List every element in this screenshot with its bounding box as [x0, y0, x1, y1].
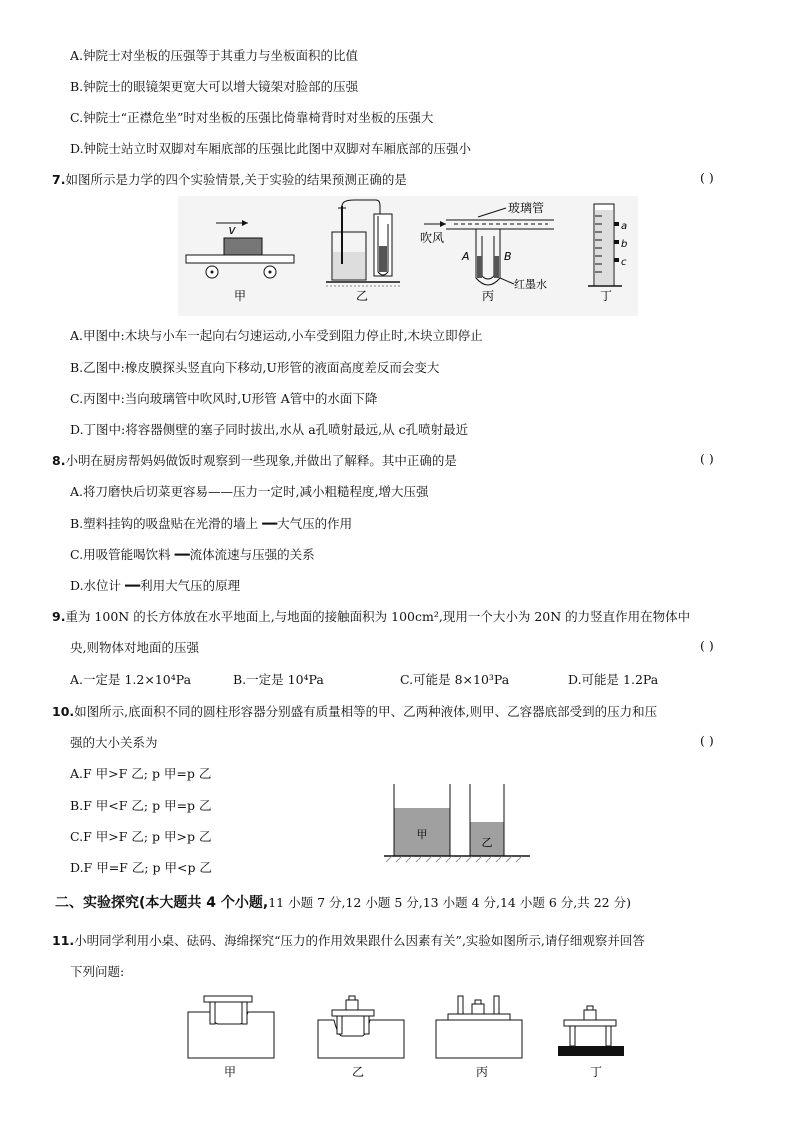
velocity-label: v — [228, 223, 236, 237]
q8-stem-text: 小明在厨房帮妈妈做饭时观察到一些现象,并做出了解释。其中正确的是 — [65, 453, 457, 468]
blow-label: 吹风 — [420, 231, 445, 245]
container-jia — [394, 784, 450, 856]
q11-stem-line1: 小明同学利用小桌、砝码、海绵探究“压力的作用效果跟什么因素有关”,实验如图所示,请仔细观察并回答 — [74, 933, 645, 948]
q7-stem-text: 如图所示是力学的四个实验情景,关于实验的结果预测正确的是 — [65, 172, 407, 187]
q10-number: 10. — [52, 704, 75, 719]
glass-tube-label: 玻璃管 — [508, 201, 545, 215]
q8-number: 8. — [52, 453, 66, 468]
q10-option-a: A.F 甲>F 乙; p 甲=p 乙 — [70, 766, 212, 781]
q10-label-jia: 甲 — [416, 828, 428, 841]
q8-option-c: C.用吸管能喝饮料 ━━流体流速与压强的关系 — [70, 547, 315, 562]
q11-stem — [52, 931, 645, 949]
q11-caption-bing: 丙 — [475, 1065, 489, 1079]
q8-option-d: D.水位计 ━━利用大气压的原理 — [70, 578, 241, 593]
q10-stem-line2: 强的大小关系为 — [70, 735, 158, 750]
q6-option-a: A.钟院士对坐板的压强等于其重力与坐板面积的比值 — [70, 48, 359, 63]
tube-a-label: A — [462, 250, 470, 263]
q11-caption-jia: 甲 — [223, 1065, 237, 1079]
q7-option-c: C.丙图中:当向玻璃管中吹风时,U形管 A管中的水面下降 — [70, 391, 378, 406]
q7-caption-bing: 丙 — [481, 289, 495, 303]
section-heading — [55, 892, 631, 912]
q7-answer-paren: ( ) — [700, 170, 714, 185]
cart-body — [186, 255, 294, 263]
q11-number: 11. — [52, 933, 75, 948]
q10-containers-figure — [382, 778, 532, 866]
hole-a-label: a — [621, 221, 628, 232]
q8-option-a: A.将刀磨快后切菜更容易——压力一定时,减小粗糙程度,增大压强 — [70, 484, 429, 499]
q9-stem — [52, 607, 690, 625]
q9-number: 9. — [52, 609, 66, 624]
container-yi — [470, 784, 504, 856]
weight-block — [472, 1004, 484, 1014]
q6-option-b: B.钟院士的眼镜架更宽大可以增大镜架对脸部的压强 — [70, 79, 359, 94]
q11-stem-line2: 下列问题: — [70, 964, 125, 979]
q6-option-d: D.钟院士站立时双脚对车厢底部的压强比此图中双脚对车厢底部的压强小 — [70, 141, 472, 156]
hole-c-label: c — [621, 257, 627, 268]
section-title: 二、实验探究(本大题共 4 个小题, — [55, 895, 269, 911]
section-detail: 11 小题 7 分,12 小题 5 分,13 小题 4 分,14 小题 6 分,共 22 分) — [268, 895, 631, 910]
ground-hatching — [386, 856, 522, 862]
q11-caption-yi: 乙 — [351, 1065, 365, 1079]
wood-board — [558, 1046, 624, 1056]
q7-caption-ding: 丁 — [599, 289, 613, 303]
q9-stem-line1: 重为 100N 的长方体放在水平地面上,与地面的接触面积为 100cm²,现用一个大小为 20N 的力竖直作用在物体中 — [65, 609, 691, 624]
wood-board-table-ding — [558, 1006, 624, 1079]
sponge-table-yi — [318, 996, 404, 1079]
q9-option-d: D.可能是 1.2Pa — [568, 672, 659, 687]
q7-option-d: D.丁图中:将容器侧壁的塞子同时拔出,水从 a孔喷射最远,从 c孔喷射最近 — [70, 422, 469, 437]
sponge-table-bing — [436, 996, 522, 1079]
q8-option-b: B.塑料挂钩的吸盘贴在光滑的墙上 ━━大气压的作用 — [70, 516, 353, 531]
q10-answer-paren: ( ) — [700, 733, 714, 748]
q7-stem — [52, 170, 407, 188]
tube-b-label: B — [504, 250, 512, 263]
q8-stem — [52, 451, 457, 469]
q10-option-d: D.F 甲=F 乙; p 甲<p 乙 — [70, 860, 212, 875]
q10-label-yi: 乙 — [481, 836, 493, 849]
q9-stem-line2: 央,则物体对地面的压强 — [70, 640, 199, 655]
hole-b-label: b — [621, 239, 628, 250]
q7-figure — [178, 196, 638, 316]
q11-caption-ding: 丁 — [589, 1065, 603, 1079]
q9-answer-paren: ( ) — [700, 638, 714, 653]
q7-option-a: A.甲图中:木块与小车一起向右匀速运动,小车受到阻力停止时,木块立即停止 — [70, 328, 483, 343]
q7-option-b: B.乙图中:橡皮膜探头竖直向下移动,U形管的液面高度差反而会变大 — [70, 360, 440, 375]
weight-block — [584, 1010, 596, 1020]
weight-block — [346, 1000, 358, 1010]
sponge-table-jia — [188, 996, 274, 1079]
q10-option-c: C.F 甲>F 乙; p 甲>p 乙 — [70, 829, 212, 844]
q6-option-c: C.钟院士“正襟危坐”时对坐板的压强比倚靠椅背时对坐板的压强大 — [70, 110, 434, 125]
red-ink-label: 红墨水 — [514, 278, 547, 291]
q10-stem — [52, 702, 657, 720]
q9-option-c: C.可能是 8×10³Pa — [400, 672, 510, 687]
q7-caption-jia: 甲 — [233, 289, 247, 303]
wood-block — [224, 238, 262, 255]
q9-option-a: A.一定是 1.2×10⁴Pa — [70, 672, 192, 687]
q10-option-b: B.F 甲<F 乙; p 甲=p 乙 — [70, 798, 212, 813]
q9-option-b: B.一定是 10⁴Pa — [233, 672, 324, 687]
q8-answer-paren: ( ) — [700, 451, 714, 466]
q11-figure — [186, 990, 636, 1082]
q10-stem-line1: 如图所示,底面积不同的圆柱形容器分别盛有质量相等的甲、乙两种液体,则甲、乙容器底部受到的压力和压 — [74, 704, 658, 719]
q7-caption-yi: 乙 — [355, 289, 369, 303]
q7-number: 7. — [52, 172, 66, 187]
